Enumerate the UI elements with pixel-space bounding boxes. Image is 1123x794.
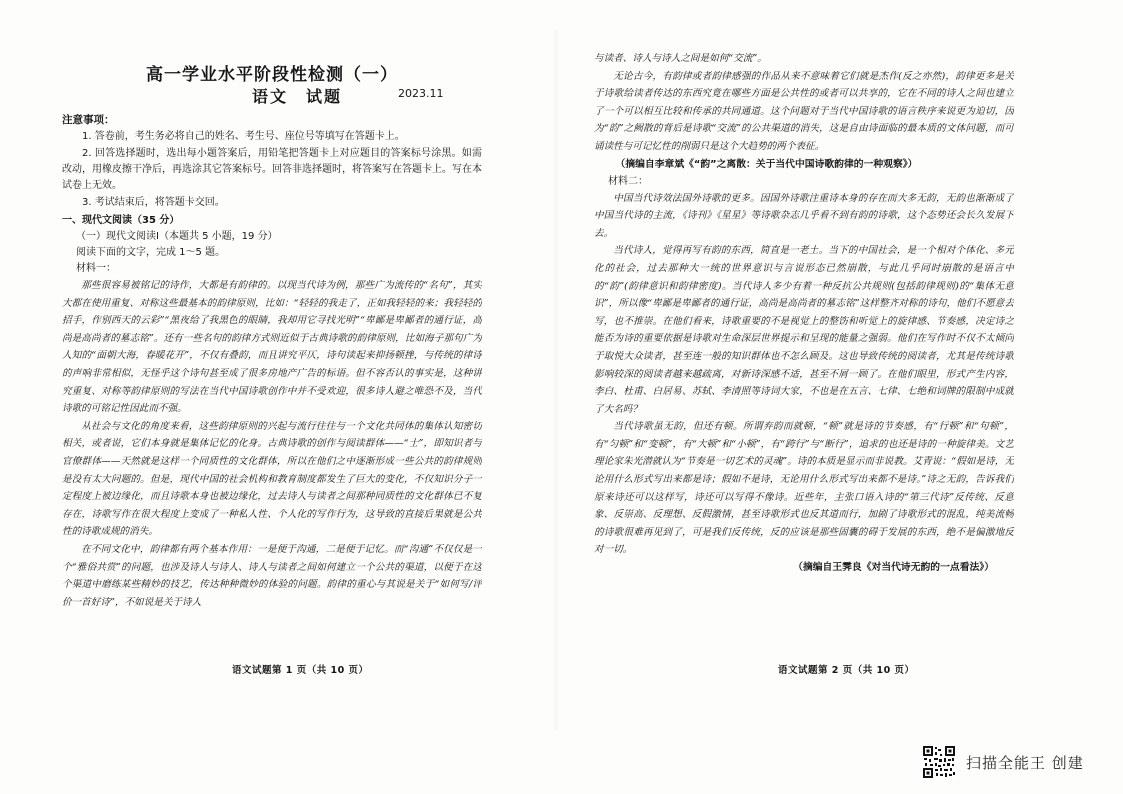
reading-instruction: 阅读下面的文字，完成 1～5 题。 <box>76 247 226 258</box>
exam-subtitle: 语文 试题 <box>252 87 343 106</box>
notice-item: 1. 答卷前，考生务必将自己的姓名、考生号、座位号等填写在答题卡上。 <box>82 131 405 142</box>
page-1 <box>62 50 482 690</box>
exam-date: 2023.11 <box>398 87 444 100</box>
page-1-footer: 语文试题第 1 页（共 10 页） <box>232 665 369 676</box>
passage-paragraph: 那些很容易被铭记的诗作，大都是有韵律的。以现当代诗为例，那些广为流传的“名句”，其实大都在使用重复、对称这些最基本的韵律原则，比如：“轻轻的我走了，正如我轻轻的来；我轻轻的招手，作别西天的云彩”“黑夜给了我黑色的眼睛，我却用它寻找光明”“卑鄙是卑鄙者的通行证，高尚是高尚者的墓志铭”。还有一些名句的韵律方式则近似于古典诗歌的韵律原则，比如海子那句广为人知的“面朝大海，春暖花开”，不仅有叠韵，而且讲究平仄，诗句读起来抑扬顿挫，与传统的律诗的声响非常相似，无怪乎这个诗句甚至成了很多房地产广告的标语。但不容否认的事实是，这种讲究重复、对称等韵律原则的写法在当代中国诗歌创作中并不受欢迎，很多诗人避之唯恐不及，当代诗歌的可铭记性因此而不强。 <box>62 280 482 415</box>
notice-item: 2. 回答选择题时，选出每小题答案后，用铅笔把答题卡上对应题目的答案标号涂黑。如需改动，用橡皮擦干净后，再选涂其它答案标号。回答非选择题时，将答案写在答题卡上。写在本试卷上无效。 <box>62 148 482 191</box>
section-heading: 一、现代文阅读（35 分） <box>62 215 180 226</box>
passage-paragraph: 与读者、诗人与诗人之间是如何“交流”。 <box>594 53 767 64</box>
source-citation: （摘编自王霁良《对当代诗无韵的一点看法》） <box>793 562 994 574</box>
passage-paragraph: 无论古今，有韵律或者韵律感强的作品从来不意味着它们就是杰作(反之亦然)，韵律更多是关于诗歌给读者传达的东西究竟在哪些方面是公共性的或者可以共享的，它在不同的诗人之间也建立了一个可以相互比较和传承的共同通道。这个问题对于当代中国诗歌的语言秩序来说更为迫切，因为“韵”之阙散的背后是诗歌“交流”的公共渠道的消失，这是自由诗面临的最本质的文体问题，而可诵读性与可记忆性的削弱只是这个大趋势的两个表征。 <box>594 70 1014 152</box>
notice-item: 3. 考试结束后，将答题卡交回。 <box>82 197 225 208</box>
exam-title: 高一学业水平阶段性检测（一） <box>146 65 398 85</box>
subtitle-row <box>62 84 482 106</box>
passage-paragraph: 当代诗歌虽无韵，但还有顿。所谓弃韵而就顿，“顿”就是诗的节奏感，有“行顿”和“句顿”，有“匀顿”和“变顿”，有“大顿”和“小顿”，有“跨行”与“断行”，追求的也还是诗的一种旋律美。文艺理论家朱光潜就认为“节奏是一切艺术的灵魂”。诗的本质是显示而非说教。艾青说：“假如是诗，无论用什么形式写出来都是诗；假如不是诗，无论用什么形式写出来都不是诗。”诗之无韵，告诉我们原来诗还可以这样写，诗还可以写得不像诗。近些年，主张口语入诗的“第三代诗”反传统、反意象、反崇高、反理想、反假激情，甚至诗歌形式也反其道而行，加剧了诗歌形式的混乱，纯美流畅的诗歌很难再见到了，可是我们反传统，反的应该是那些固囊的碍于发展的东西，绝不是偏激地反对一切。 <box>594 421 1014 556</box>
material-1-label: 材料一： <box>76 263 116 274</box>
page-fold <box>553 30 559 730</box>
notice-heading: 注意事项： <box>62 114 115 126</box>
subsection-heading: （一）现代文阅读Ⅰ（本题共 5 小题，19 分） <box>76 231 278 242</box>
material-2-label: 材料二： <box>608 175 648 187</box>
qr-code-icon <box>922 745 956 779</box>
source-citation: （摘编自李章斌《“韵”之离散：关于当代中国诗歌韵律的一种观察》） <box>615 158 918 170</box>
page-2-footer: 语文试题第 2 页（共 10 页） <box>778 665 915 676</box>
passage-paragraph: 中国当代诗效法国外诗歌的更多。因国外诗歌注重诗本身的存在而大多无韵，无韵也渐渐成了中国当代诗的主流，《诗刊》《星星》等诗歌杂志几乎看不到有韵的诗歌，这个态势还会长久发展下去。 <box>594 192 1014 239</box>
passage-paragraph: 当代诗人，觉得再写有韵的东西，简直是一老土。当下的中国社会，是一个相对个体化、多元化的社会，过去那种大一统的世界意识与言说形态已然崩散，与此几乎同时崩散的是语言中的“韵”(韵律意识和韵律密度)。当代诗人多少有着一种反抗公共规则(包括韵律规则)的“集体无意识”，所以像“卑鄙是卑鄙者的通行证，高尚是高尚者的墓志铭”这样整齐对称的诗句，他们不愿意去写，也不推崇。在他们看来，诗歌重要的不是视觉上的整饬和听觉上的旋律感、节奏感，决定诗之能否为诗的重要依据是诗歌对生命深层世界提示和呈现的能量之强弱。他们在写作时不仅不太倾向于取悦大众读者，甚至连一般的知识群体也不怎么顾及。这也导致传统的阅读者，尤其是传统诗歌影响较深的阅读者越来越疏离，对新诗深感不适，甚至不屑一顾了。在他们眼里，形式产生内容，李白、杜甫、白居易、苏轼、李清照等诗词大家，不也是在五言、七律、七绝和词牌的限制中成就了大名吗？ <box>594 245 1014 415</box>
watermark-text: 扫描全能王 创建 <box>966 753 1084 772</box>
passage-paragraph: 在不同文化中，韵律都有两个基本作用：一是便于沟通，二是便于记忆。而“沟通”不仅仅是一个“雅俗共赏”的问题，也涉及诗人与诗人、诗人与读者之间如何建立一个公共的渠道，以便于在这个渠道中磨练某些精妙的技艺，传达种种微妙的体验的问题。韵律的重心与其说是关于“如何写/评价一首好诗”，不如说是关于诗人 <box>62 543 482 608</box>
page-2 <box>594 50 1014 690</box>
scanner-watermark <box>922 745 1084 779</box>
passage-paragraph: 从社会与文化的角度来看，这些韵律原则的兴起与流行往往与一个文化共同体的集体认知密切相关，或者说，它们本身就是集体记忆的化身。古典诗歌的创作与阅读群体——“士”，即知识者与官僚群体——天然就是这样一个同质性的文化群体，所以在他们之中逐渐形成一些公共的韵律规则是没有太大问题的。但是，现代中国的社会机构和教育制度都发生了巨大的变化，不仅知识分子一定程度上被边缘化，而且诗歌本身也被边缘化，过去诗人与读者之间那种同质性的文化群体已不复存在，诗歌写作在很大程度上变成了一种私人性、个人化的写作行为，这导致的直接后果就是公共性的诗歌成规的消失。 <box>62 420 482 538</box>
